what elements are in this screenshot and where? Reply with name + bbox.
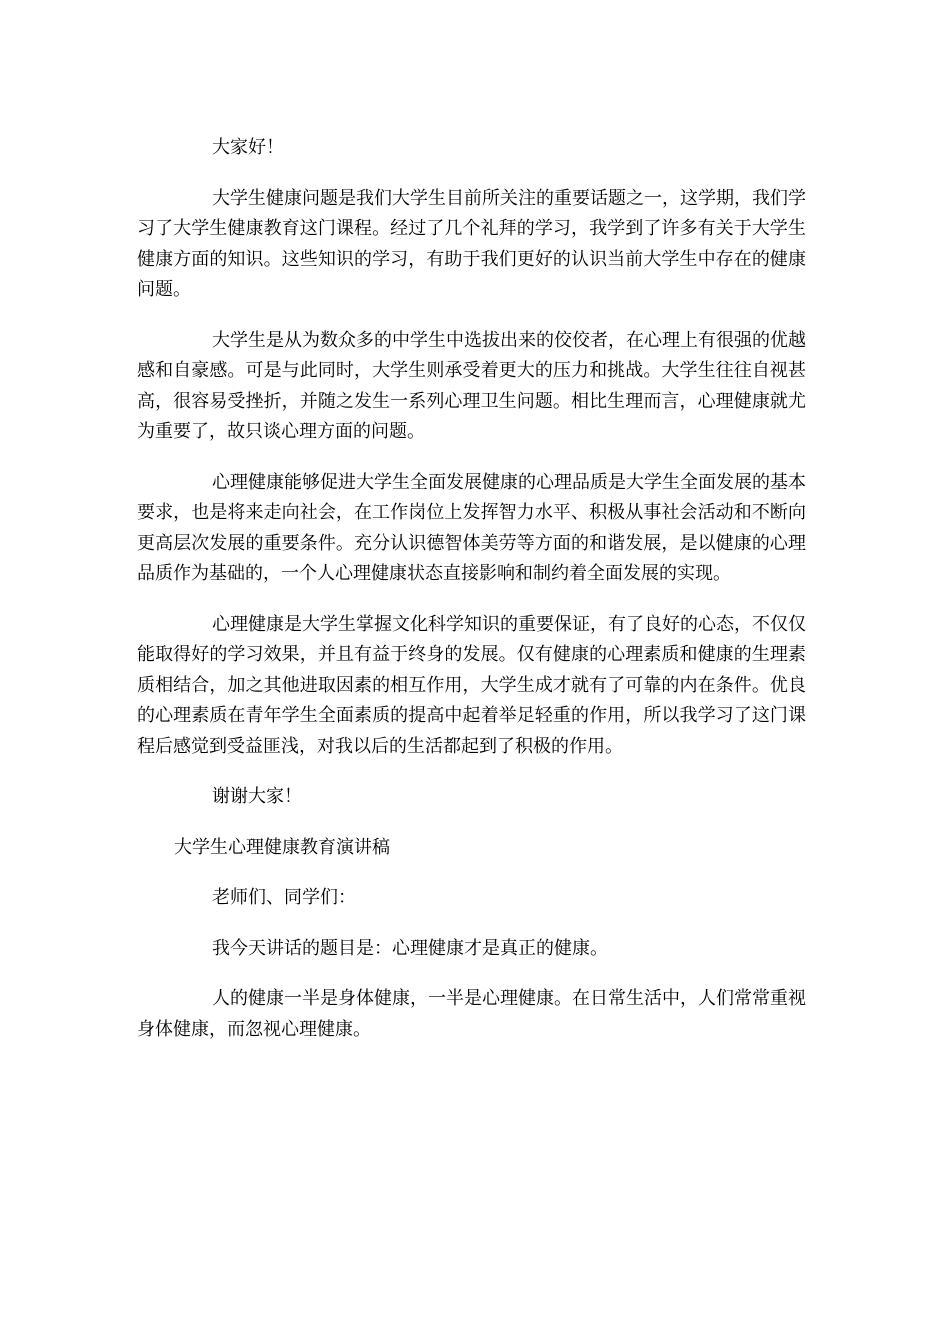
body-paragraph: 人的健康一半是身体健康，一半是心理健康。在日常生活中，人们常常重视身体健康，而忽视心理健康。	[137, 988, 806, 1040]
body-paragraph: 大学生健康问题是我们大学生目前所关注的重要话题之一，这学期，我们学习了大学生健康教育这门课程。经过了几个礼拜的学习，我学到了许多有关于大学生健康方面的知识。这些知识的学习，有助于我们更好的认识当前大学生中存在的健康问题。	[137, 187, 806, 300]
greeting-paragraph: 大家好！	[212, 137, 284, 158]
body-paragraph: 大学生是从为数众多的中学生中选拔出来的佼佼者，在心理上有很强的优越感和自豪感。可是与此同时，大学生则承受着更大的压力和挑战。大学生往往自视甚高，很容易受挫折，并随之发生一系列心理卫生问题。相比生理而言，心理健康就尤为重要了，故只谈心理方面的问题。	[137, 329, 806, 442]
topic-paragraph: 我今天讲话的题目是：心理健康才是真正的健康。	[212, 937, 608, 959]
document-page	[137, 133, 806, 1065]
section-title: 大学生心理健康教育演讲稿	[174, 836, 390, 858]
closing-paragraph: 谢谢大家！	[212, 786, 302, 807]
body-paragraph: 心理健康是大学生掌握文化科学知识的重要保证，有了良好的心态，不仅仅能取得好的学习效果，并且有益于终身的发展。仅有健康的心理素质和健康的生理素质相结合，加之其他进取因素的相互作用，大学生成才就有了可靠的内在条件。优良的心理素质在青年学生全面素质的提高中起着举足轻重的作用，所以我学习了这门课程后感觉到受益匪浅，对我以后的生活都起到了积极的作用。	[137, 613, 806, 757]
body-paragraph: 心理健康能够促进大学生全面发展健康的心理品质是大学生全面发展的基本要求，也是将来走向社会，在工作岗位上发挥智力水平、积极从事社会活动和不断向更高层次发展的重要条件。充分认识德智体美劳等方面的和谐发展，是以健康的心理品质作为基础的，一个人心理健康状态直接影响和制约着全面发展的实现。	[137, 471, 806, 584]
salutation-paragraph: 老师们、同学们：	[212, 887, 356, 908]
